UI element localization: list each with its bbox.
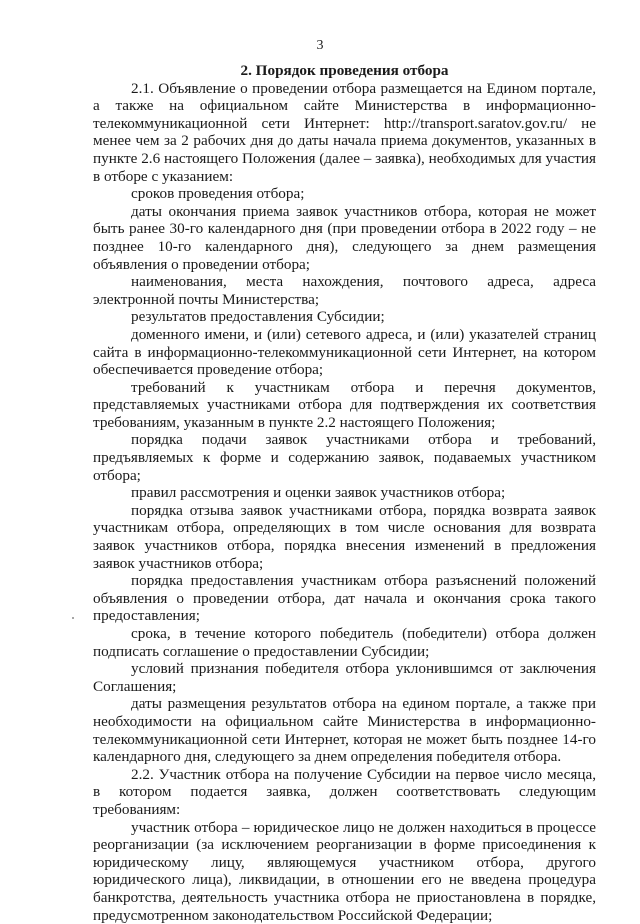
paragraph-2-2-requirements: 2.2. Участник отбора на получение Субсидии на первое число месяца, в котором подается заявка, должен соответствовать следующим требованиям: (93, 765, 596, 818)
list-item-ministry-contacts: наименования, места нахождения, почтового адреса, адреса электронной почты Министерства; (93, 273, 596, 308)
paragraph-2-1-announcement: 2.1. Объявление о проведении отбора размещается на Едином портале, а также на официальном сайте Министерства в информационно-телекоммуникационной сети Интернет: http://transport.saratov.gov.ru/ не менее чем за 2 рабочих дня до даты начала приема документов, указанных в пункте 2.6 настоящего Положения (далее – заявка), необходимых для участия в отборе с указанием: (93, 79, 596, 185)
list-item-selection-terms: сроков проведения отбора; (131, 185, 305, 203)
scan-speck (72, 617, 74, 619)
list-item-evasion-conditions: условий признания победителя отбора уклонившимся от заключения Соглашения; (93, 660, 596, 695)
list-item-agreement-signing-term: срока, в течение которого победитель (победители) отбора должен подписать соглашение о предоставлении Субсидии; (93, 625, 596, 660)
list-item-domain-name: доменного имени, и (или) сетевого адреса, и (или) указателей страниц сайта в информационно-телекоммуникационной сети Интернет, на котором обеспечивается проведение отбора; (93, 325, 596, 379)
page-number: 3 (316, 38, 324, 53)
list-item-results-publication: даты размещения результатов отбора на едином портале, а также при необходимости на официальном сайте Министерства в информационно-телекоммуникационной сети Интернет, которая не может быть позднее 14-го календарного дня, следующего за днем определения победителя отбора. (93, 695, 596, 766)
list-item-evaluation-rules: правил рассмотрения и оценки заявок участников отбора; (131, 484, 506, 502)
section-heading: 2. Порядок проведения отбора (240, 62, 449, 79)
list-item-subsidy-results: результатов предоставления Субсидии; (131, 308, 385, 326)
list-item-application-procedure: порядка подачи заявок участниками отбора и требований, предъявляемых к форме и содержанию заявок, подаваемых участником отбора; (93, 431, 596, 484)
list-item-withdrawal-procedure: порядка отзыва заявок участниками отбора, порядка возврата заявок участникам отбора, определяющих в том числе основания для возврата заявок участников отбора, порядка внесения изменений в предложения заявок участников отбора; (93, 501, 596, 572)
list-item-legal-entity-status: участник отбора – юридическое лицо не должен находиться в процессе реорганизации (за исключением реорганизации в форме присоединения к юридическому лицу, являющемуся участником отбора, другого юридического лица), ликвидации, в отношении его не введена процедура банкротства, деятельность участника отбора не приостановлена в порядке, предусмотренном законодательством Российской Федерации; (93, 818, 596, 924)
document-body (93, 62, 596, 924)
list-item-clarifications: порядка предоставления участникам отбора разъяснений положений объявления о проведении отбора, дат начала и окончания срока такого предоставления; (93, 572, 596, 625)
list-item-participant-requirements: требований к участникам отбора и перечня документов, представляемых участниками отбора для подтверждения их соответствия требованиям, указанным в пункте 2.2 настоящего Положения; (93, 378, 596, 431)
list-item-application-deadline: даты окончания приема заявок участников отбора, которая не может быть ранее 30-го календарного дня (при проведении отбора в 2022 году – не позднее 10-го календарного дня), следующего за днем размещения объявления о проведении отбора; (93, 202, 596, 273)
